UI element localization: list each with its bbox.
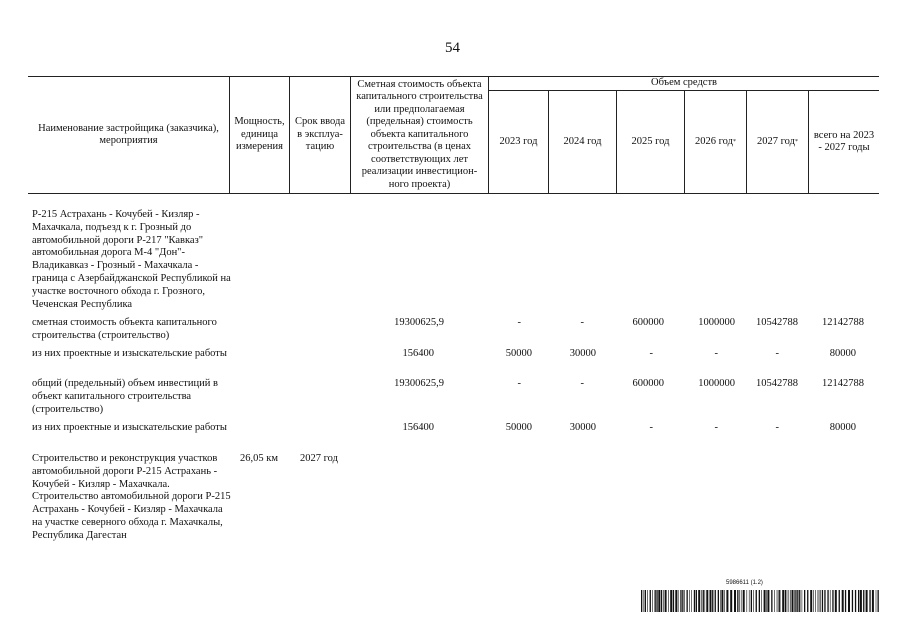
- barcode-bar: [845, 590, 846, 612]
- barcode-bar: [818, 590, 819, 612]
- barcode-bar: [819, 590, 820, 612]
- barcode-bar: [737, 590, 738, 612]
- row-name: сметная стоимость объекта капитального строительства (строительство): [32, 317, 217, 341]
- header-year: 2024 год: [563, 135, 602, 147]
- cell-2027: -: [775, 348, 779, 359]
- cell-total: 12142788: [822, 317, 864, 328]
- barcode-bar: [824, 590, 825, 612]
- cell-total: 12142788: [822, 378, 864, 389]
- row-name: Строительство и реконструкция участков автомобильной дороги Р-215 Астрахань - Кочубей - Кизляр - Махачкала. Строительство автомобильной дороги Р-215 Астрахань - Кочубей - Кизляр - Махачкала на участке северного обхода г. Махачкалы, Республика Дагестан: [32, 453, 231, 541]
- cell-total: 80000: [829, 348, 856, 359]
- row-name: из них проектные и изыскательские работы: [32, 422, 227, 433]
- barcode-bar: [782, 590, 784, 612]
- page-number: 54: [445, 40, 460, 56]
- barcode-bar: [665, 590, 667, 612]
- barcode-bar: [751, 590, 752, 612]
- barcode-bar: [779, 590, 780, 612]
- barcode-bar: [795, 590, 796, 612]
- barcode-bar: [749, 590, 750, 612]
- barcode-bar: [644, 590, 645, 612]
- barcode-bar: [807, 590, 808, 612]
- cell-2027: 10542788: [756, 317, 798, 328]
- barcode-bar: [726, 590, 728, 612]
- barcode-bar: [790, 590, 791, 612]
- cell-2023: -: [517, 378, 521, 389]
- barcode-bar: [687, 590, 688, 612]
- barcode-bar: [724, 590, 725, 612]
- barcode-bar: [830, 590, 831, 612]
- header-year: 2027 год *: [757, 135, 798, 147]
- barcode-bar: [734, 590, 736, 612]
- barcode-bar: [696, 590, 697, 612]
- barcode-bar: [647, 590, 648, 612]
- header-year: 2025 год: [631, 135, 670, 147]
- cell-2026: -: [714, 422, 718, 433]
- barcode-bar: [792, 590, 794, 612]
- barcode-bar: [645, 590, 646, 612]
- barcode-bar: [756, 590, 757, 612]
- header-year: 2026 год *: [695, 135, 736, 147]
- barcode-bar: [721, 590, 723, 612]
- barcode-bar: [866, 590, 868, 612]
- barcode-bar: [852, 590, 853, 612]
- barcode-bar: [827, 590, 828, 612]
- barcode-bar: [863, 590, 864, 612]
- cell-2026: 1000000: [698, 378, 735, 389]
- header-funds: Объем средств: [650, 77, 717, 89]
- barcode-bar: [715, 590, 716, 612]
- cell-2026: 1000000: [698, 317, 735, 328]
- barcode-bar: [848, 590, 850, 612]
- cell-2026: -: [714, 348, 718, 359]
- barcode-bar: [832, 590, 833, 612]
- barcode-bar: [668, 590, 669, 612]
- barcode-bar: [771, 590, 772, 612]
- header-total: всего на 2023 - 2027 годы: [813, 129, 875, 153]
- barcode-bar: [876, 590, 877, 612]
- barcode-bar: [701, 590, 702, 612]
- cell-2023: 50000: [505, 422, 532, 433]
- barcode-bar: [822, 590, 823, 612]
- barcode-bar: [650, 590, 651, 612]
- barcode-bar: [778, 590, 779, 612]
- barcode-bar: [710, 590, 712, 612]
- barcode-bar: [761, 590, 762, 612]
- barcode-bar: [691, 590, 692, 612]
- barcode-bar: [799, 590, 800, 612]
- header-capacity: Мощность, единица измерения: [234, 116, 285, 153]
- barcode-bar: [739, 590, 740, 612]
- cell-2025: 600000: [632, 378, 664, 389]
- barcode-bar: [718, 590, 719, 612]
- cell-2025: -: [649, 422, 653, 433]
- barcode-bar: [810, 590, 812, 612]
- cell-2027: 10542788: [756, 378, 798, 389]
- barcode-bar: [689, 590, 690, 612]
- barcode-bar: [759, 590, 760, 612]
- barcode-bar: [767, 590, 769, 612]
- barcode-bar: [872, 590, 874, 612]
- barcode-bar: [743, 590, 745, 612]
- barcode-bar: [839, 590, 840, 612]
- barcode-bar: [670, 590, 672, 612]
- barcode-bar: [787, 590, 788, 612]
- barcode-bar: [842, 590, 844, 612]
- barcode-bar: [777, 590, 778, 612]
- cell-2023: -: [517, 317, 521, 328]
- cell-2025: -: [649, 348, 653, 359]
- barcode-bar: [797, 590, 798, 612]
- row-name: общий (предельный) объем инвестиций в объект капитального строительства (строительство): [32, 378, 218, 415]
- barcode-bar: [652, 590, 653, 612]
- cell-2025: 600000: [632, 317, 664, 328]
- cell-term: 2027 год: [300, 453, 338, 464]
- cell-2023: 50000: [505, 348, 532, 359]
- row-name: Р-215 Астрахань - Кочубей - Кизляр - Махачкала, подъезд к г. Грозный до автомобильной дороги Р-217 "Кавказ" автомобильная дорога М-4 "Дон"- Владикавказ - Грозный - Махачкала - граница с Азербайджанской Республикой на участке восточного обхода г. Грозного, Чеченская Республика: [32, 209, 231, 310]
- barcode-bar: [747, 590, 748, 612]
- barcode-bar: [698, 590, 700, 612]
- barcode-bar: [712, 590, 713, 612]
- barcode-bar: [663, 590, 664, 612]
- cell-cost: 19300625,9: [394, 378, 444, 389]
- barcode-bar: [694, 590, 695, 612]
- barcode-bar: [785, 590, 786, 612]
- cell-cost: 156400: [402, 348, 434, 359]
- barcode-label: 5986611 (1.2): [726, 580, 763, 586]
- barcode-bar: [869, 590, 870, 612]
- barcode-bar: [655, 590, 656, 612]
- cell-2027: -: [775, 422, 779, 433]
- barcode-bar: [835, 590, 837, 612]
- barcode-bar: [703, 590, 704, 612]
- barcode-bar: [706, 590, 708, 612]
- row-name: из них проектные и изыскательские работы: [32, 348, 227, 359]
- header-name: Наименование застройщика (заказчика), мероприятия: [38, 122, 219, 146]
- barcode-bar: [820, 590, 821, 612]
- barcode-bar: [855, 590, 856, 612]
- barcode-bar: [684, 590, 685, 612]
- barcode-bar: [813, 590, 814, 612]
- cell-2024: 30000: [569, 422, 596, 433]
- barcode-bar: [656, 590, 657, 612]
- barcode-bar: [753, 590, 754, 612]
- cell-2024: -: [580, 378, 584, 389]
- cell-capacity: 26,05 км: [240, 453, 278, 464]
- barcode-bar: [730, 590, 732, 612]
- barcode-bar: [774, 590, 775, 612]
- barcode-bar: [658, 590, 660, 612]
- barcode-bar: [720, 590, 721, 612]
- barcode-bar: [678, 590, 679, 612]
- header-bottom-rule: [28, 193, 879, 194]
- barcode-bar: [641, 590, 642, 612]
- cell-cost: 19300625,9: [394, 317, 444, 328]
- cell-2024: 30000: [569, 348, 596, 359]
- barcode-bar: [741, 590, 742, 612]
- header-year: 2023 год: [499, 135, 538, 147]
- cell-2024: -: [580, 317, 584, 328]
- barcode-bar: [815, 590, 816, 612]
- barcode-bar: [860, 590, 862, 612]
- barcode-bar: [680, 590, 681, 612]
- barcode-bar: [766, 590, 767, 612]
- barcode-bar: [705, 590, 706, 612]
- barcode-bar: [794, 590, 795, 612]
- header-cost: Сметная стоимость объекта капитального строительства или предполагаемая (предельная) стоимость объекта капитального строительства (в ценах соответствующих лет реализации инвестицион-ного проекта): [356, 78, 483, 190]
- barcode-bar: [878, 590, 879, 612]
- barcode: [641, 590, 881, 612]
- cell-cost: 156400: [402, 422, 434, 433]
- barcode-bar: [789, 590, 790, 612]
- header-term: Срок ввода в эксплуа-тацию: [294, 116, 346, 153]
- barcode-bar: [682, 590, 683, 612]
- barcode-bar: [804, 590, 805, 612]
- barcode-bar: [802, 590, 803, 612]
- barcode-bar: [675, 590, 677, 612]
- barcode-bar: [858, 590, 859, 612]
- barcode-bar: [661, 590, 662, 612]
- barcode-bar: [673, 590, 674, 612]
- cell-total: 80000: [829, 422, 856, 433]
- barcode-bar: [764, 590, 766, 612]
